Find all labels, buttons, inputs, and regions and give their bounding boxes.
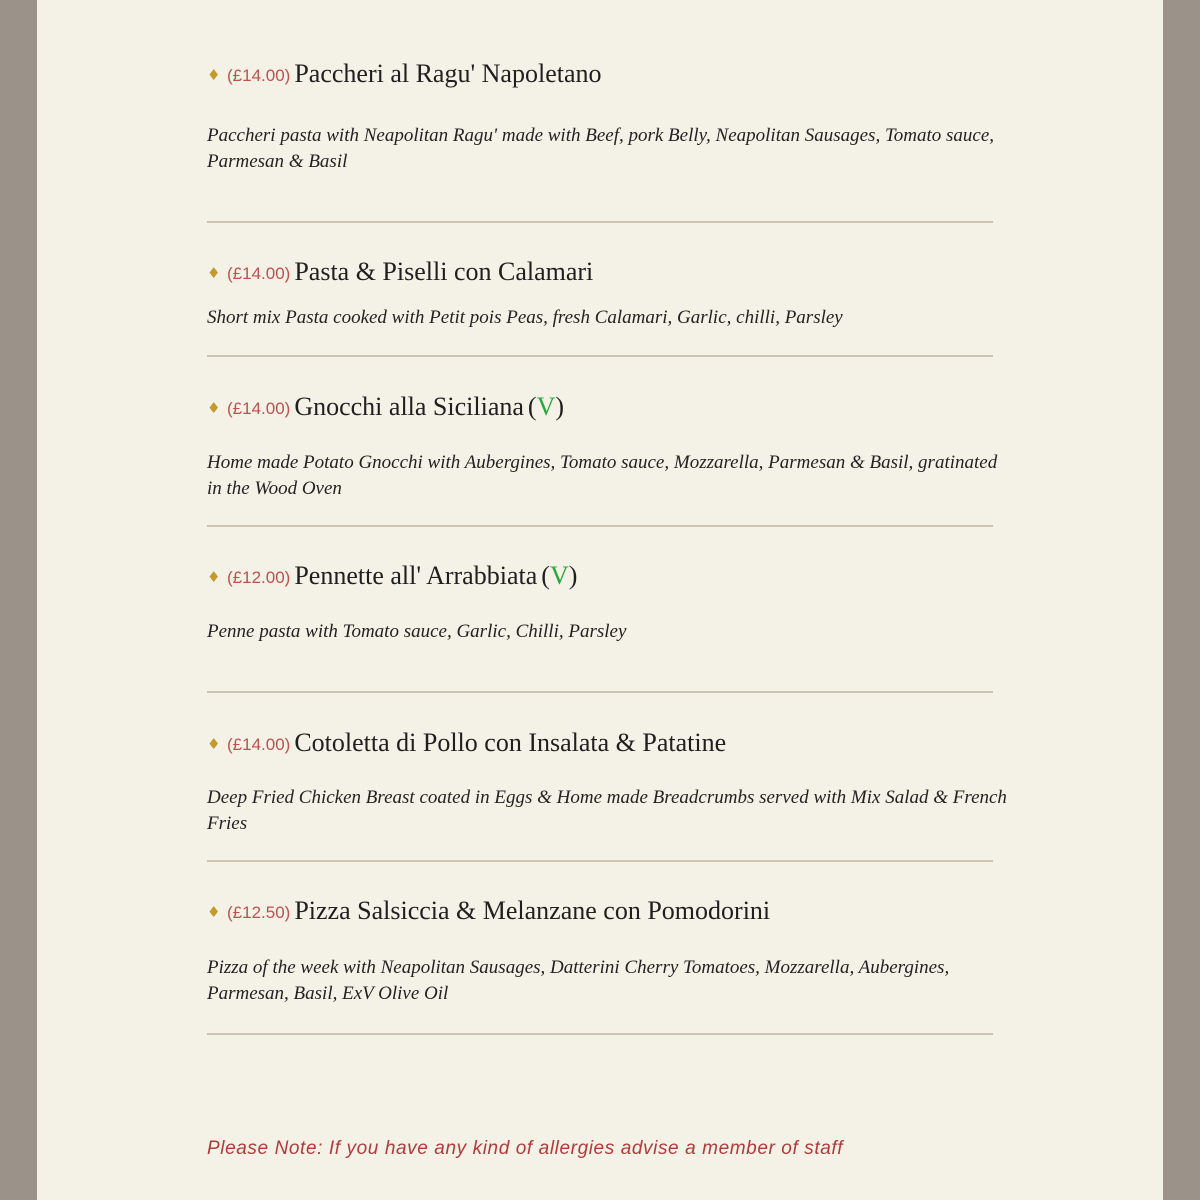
vegetarian-v-icon: V bbox=[536, 392, 556, 421]
menu-item-description: Short mix Pasta cooked with Petit pois Peas, fresh Calamari, Garlic, chilli, Parsley bbox=[207, 307, 843, 328]
divider bbox=[207, 691, 993, 693]
menu-item-title-row bbox=[207, 728, 726, 762]
diamond-bullet-icon: ♦ bbox=[207, 264, 221, 282]
vegetarian-marker: (V) bbox=[541, 561, 578, 590]
divider bbox=[207, 860, 993, 862]
menu-item-description: Home made Potato Gnocchi with Aubergines, Tomato sauce, Mozzarella, Parmesan & Basil, gratinated in the Wood Oven bbox=[207, 452, 998, 499]
menu-item-title-row bbox=[207, 561, 577, 595]
menu-item-name: Cotoletta di Pollo con Insalata & Patatine bbox=[294, 728, 727, 757]
vegetarian-v-icon: V bbox=[549, 561, 569, 590]
menu-item-price: (£14.00) bbox=[227, 66, 291, 85]
menu-item-price: (£14.00) bbox=[227, 735, 291, 754]
menu-item-description: Penne pasta with Tomato sauce, Garlic, Chilli, Parsley bbox=[207, 621, 627, 642]
menu-item-name: Pennette all' Arrabbiata bbox=[294, 561, 538, 590]
divider bbox=[207, 1033, 993, 1035]
vegetarian-marker: (V) bbox=[527, 392, 565, 421]
menu-item-title-row bbox=[207, 59, 602, 93]
menu-item-name: Pasta & Piselli con Calamari bbox=[294, 257, 594, 286]
menu-item-description: Paccheri pasta with Neapolitan Ragu' made with Beef, pork Belly, Neapolitan Sausages, Tomato sauce, Parmesan & Basil bbox=[207, 125, 995, 172]
diamond-bullet-icon: ♦ bbox=[207, 66, 221, 84]
menu-item-price: (£12.00) bbox=[227, 568, 291, 587]
menu-item-name: Gnocchi alla Siciliana bbox=[294, 392, 524, 421]
diamond-bullet-icon: ♦ bbox=[207, 568, 221, 586]
allergy-note: Please Note: If you have any kind of allergies advise a member of staff bbox=[207, 1138, 844, 1159]
menu-page bbox=[37, 0, 1163, 1200]
menu-item-price: (£12.50) bbox=[227, 903, 291, 922]
divider bbox=[207, 221, 993, 223]
divider bbox=[207, 355, 993, 357]
menu-item-price: (£14.00) bbox=[227, 264, 291, 283]
divider bbox=[207, 525, 993, 527]
menu-item-description: Deep Fried Chicken Breast coated in Eggs & Home made Breadcrumbs served with Mix Salad & French Fries bbox=[207, 787, 1007, 834]
menu-item-description: Pizza of the week with Neapolitan Sausages, Datterini Cherry Tomatoes, Mozzarella, Aubergines, Parmesan, Basil, ExV Olive Oil bbox=[207, 957, 950, 1004]
menu-item-title-row bbox=[207, 392, 564, 426]
menu-item-title-row bbox=[207, 257, 593, 291]
menu-item-price: (£14.00) bbox=[227, 399, 291, 418]
menu-item-name: Pizza Salsiccia & Melanzane con Pomodorini bbox=[294, 896, 771, 925]
menu-item-name: Paccheri al Ragu' Napoletano bbox=[294, 59, 602, 88]
diamond-bullet-icon: ♦ bbox=[207, 399, 221, 417]
diamond-bullet-icon: ♦ bbox=[207, 903, 221, 921]
menu-item-title-row bbox=[207, 896, 770, 930]
diamond-bullet-icon: ♦ bbox=[207, 735, 221, 753]
